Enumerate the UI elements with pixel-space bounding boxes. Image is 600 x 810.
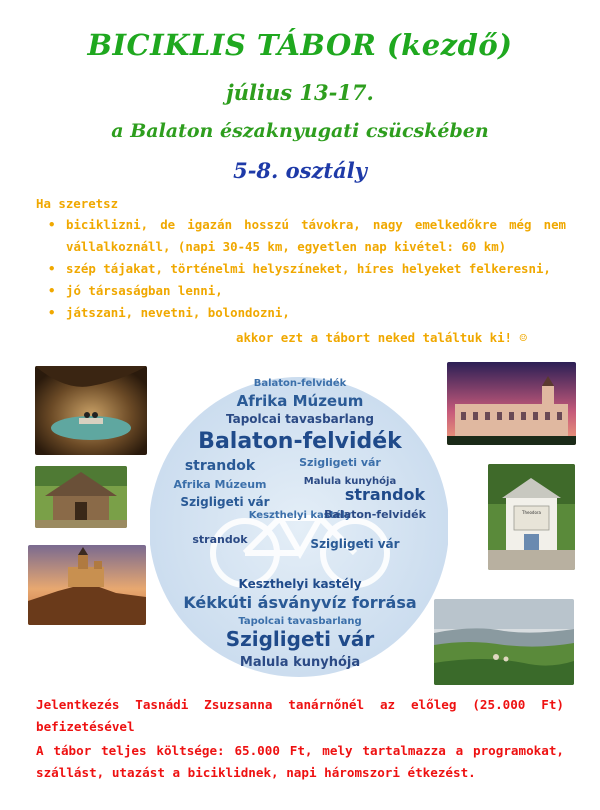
list-item: • szép tájakat, történelmi helyszíneket, híres helyeket felkeresni, [46, 258, 566, 280]
word-cloud [150, 368, 448, 686]
cloud-word: Tapolcai tavasbarlang [225, 412, 375, 426]
cloud-word: strandok [192, 533, 248, 546]
camp-location: a Balaton északnyugati csücskében [111, 120, 489, 142]
cave-photo [35, 366, 147, 455]
cloud-word: Malula kunyhója [303, 476, 397, 487]
flyer-title: BICIKLIS TÁBOR (kezdő) [87, 28, 513, 62]
intro-text: Ha szeretsz [36, 196, 119, 211]
palace-photo [447, 362, 576, 445]
cloud-word: Balaton-felvidék [324, 508, 426, 521]
cloud-word: Szigligeti vár [299, 456, 381, 469]
cloud-word: Keszthelyi kastély [248, 510, 352, 521]
spring-sign-text: Theodora [522, 510, 541, 515]
list-item: • játszani, nevetni, bolondozni, [46, 302, 566, 324]
cloud-word: Tapolcai tavasbarlang [238, 616, 362, 627]
spring-photo [488, 464, 575, 570]
cloud-word: Szigligeti vár [225, 627, 375, 651]
registration-text: Jelentkezés Tasnádi Zsuzsanna tanárnőnél az előleg (25.000 Ft) befizetésével [36, 697, 564, 734]
castle-photo [28, 545, 146, 625]
activity-list [46, 214, 566, 324]
cost-text: A tábor teljes költsége: 65.000 Ft, mely tartalmazza a programokat, szállást, utazást a biciklidnek, napi háromszori étkezést. [36, 743, 564, 780]
closing-line: akkor ezt a tábort neked találtuk ki! ☺ [236, 330, 527, 345]
list-item: • jó társaságban lenni, [46, 280, 566, 302]
cloud-word: Kékkúti ásványvíz forrása [183, 593, 417, 612]
cloud-word: strandok [184, 458, 256, 474]
cloud-word: Afrika Múzeum [236, 392, 364, 410]
cloud-word: Szigligeti vár [310, 537, 400, 551]
camp-dates: július 13-17. [226, 80, 374, 105]
landscape-photo [434, 599, 574, 685]
cloud-word: strandok [344, 485, 426, 504]
target-grades: 5-8. osztály [233, 158, 367, 183]
cloud-word: Keszthelyi kastély [238, 577, 362, 591]
cloud-word: Malula kunyhója [239, 655, 361, 670]
cloud-word: Balaton-felvidék [198, 429, 402, 454]
cloud-word: Balaton-felvidék [253, 378, 347, 389]
cloud-word: Afrika Múzeum [173, 478, 267, 491]
hut-photo [35, 466, 127, 528]
list-item: • biciklizni, de igazán hosszú távokra, nagy emelkedőkre még nem vállalkoználl, (napi 30-45 km, egyetlen nap kivétel: 60 km) [46, 214, 566, 258]
cloud-word: Szigligeti vár [180, 495, 270, 509]
